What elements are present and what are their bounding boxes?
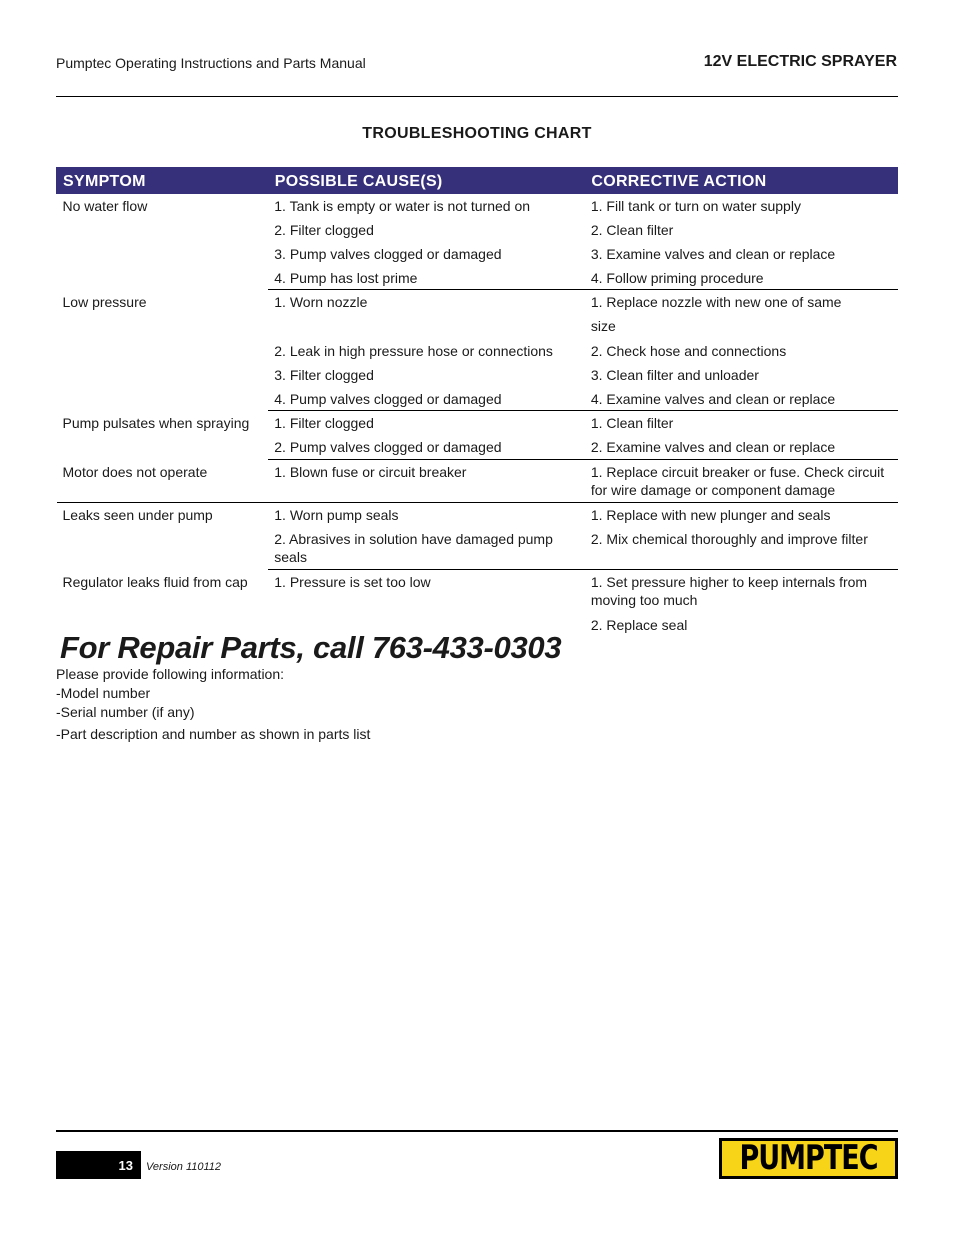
header-product-title: 12V ELECTRIC SPRAYER (703, 53, 897, 70)
action-cell: 2. Examine valves and clean or replace (585, 435, 898, 460)
repair-item-model: -Model number (56, 685, 151, 701)
cause-cell: 2. Leak in high pressure hose or connections (274, 342, 553, 359)
cause-cell: 4. Pump has lost prime (268, 266, 585, 290)
action-cell: 1. Set pressure higher to keep internals from moving too much (590, 574, 868, 608)
repair-parts-title: For Repair Parts, call 763-433-0303 (60, 630, 562, 665)
troubleshooting-table (56, 167, 898, 638)
symptom-cell: Motor does not operate (57, 460, 269, 503)
cause-cell: 1. Worn nozzle (274, 294, 368, 310)
symptom-cell: Pump pulsates when spraying (62, 414, 250, 431)
action-cell: 1. Replace with new plunger and seals (590, 507, 831, 523)
action-cell: size (590, 317, 616, 334)
cause-cell: 1. Tank is empty or water is not turned on (274, 198, 531, 214)
cause-cell: 1. Blown fuse or circuit breaker (268, 460, 585, 503)
cause-cell: 3. Filter clogged (274, 366, 374, 383)
action-cell: 1. Replace nozzle with new one of same (590, 294, 842, 310)
action-cell: 2. Replace seal (590, 616, 688, 633)
cause-cell (268, 314, 585, 339)
repair-item-serial: -Serial number (if any) (56, 704, 195, 720)
table-row (57, 570, 898, 613)
table-body (57, 194, 898, 638)
header-manual-title: Pumptec Operating Instructions and Parts Manual (56, 55, 366, 71)
cause-cell: 2. Filter clogged (274, 221, 374, 238)
table-row (57, 503, 898, 527)
cause-cell: 1. Pressure is set too low (274, 574, 431, 590)
symptom-cell: Regulator leaks fluid from cap (62, 573, 248, 590)
table-row (57, 460, 898, 503)
symptom-cell: No water flow (62, 198, 148, 214)
chart-title: TROUBLESHOOTING CHART (362, 125, 592, 142)
action-cell: 4. Examine valves and clean or replace (585, 387, 898, 411)
pumptec-logo (719, 1138, 898, 1179)
column-header-causes: POSSIBLE CAUSE(S) (268, 168, 585, 194)
header-divider (56, 96, 898, 97)
action-cell: 1. Replace circuit breaker or fuse. Check circuit for wire damage or component damage (585, 460, 898, 503)
column-header-action: CORRECTIVE ACTION (585, 168, 898, 194)
symptom-cell: Low pressure (62, 293, 147, 310)
symptom-cell: Leaks seen under pump (62, 507, 213, 523)
action-cell: 4. Follow priming procedure (585, 266, 898, 290)
action-cell: 3. Clean filter and unloader (590, 366, 759, 383)
table-row (57, 194, 898, 218)
page-number: 13 (56, 1151, 141, 1179)
action-cell: 2. Mix chemical thoroughly and improve filter (585, 527, 898, 570)
version-label: Version 110112 (146, 1161, 222, 1173)
cause-cell: 2. Pump valves clogged or damaged (268, 435, 585, 460)
action-cell: 2. Check hose and connections (590, 342, 787, 359)
logo-text: PUMPTEC (739, 1139, 878, 1178)
table-row (57, 290, 898, 314)
action-cell: 1. Clean filter (590, 415, 674, 431)
cause-cell: 2. Abrasives in solution have damaged pump seals (268, 527, 585, 570)
table-row (57, 411, 898, 435)
cause-cell: 1. Filter clogged (274, 415, 374, 431)
footer-divider (56, 1130, 898, 1132)
action-cell: 3. Examine valves and clean or replace (590, 245, 836, 262)
cause-cell: 4. Pump valves clogged or damaged (268, 387, 585, 411)
cause-cell: 1. Worn pump seals (274, 507, 399, 523)
cause-cell: 3. Pump valves clogged or damaged (274, 245, 502, 262)
column-header-symptom: SYMPTOM (57, 168, 269, 194)
table-header-row (57, 168, 898, 194)
action-cell: 2. Clean filter (590, 221, 674, 238)
repair-item-part: -Part description and number as shown in parts list (56, 726, 371, 742)
action-cell: 1. Fill tank or turn on water supply (590, 198, 801, 214)
repair-intro: Please provide following information: (56, 666, 285, 682)
